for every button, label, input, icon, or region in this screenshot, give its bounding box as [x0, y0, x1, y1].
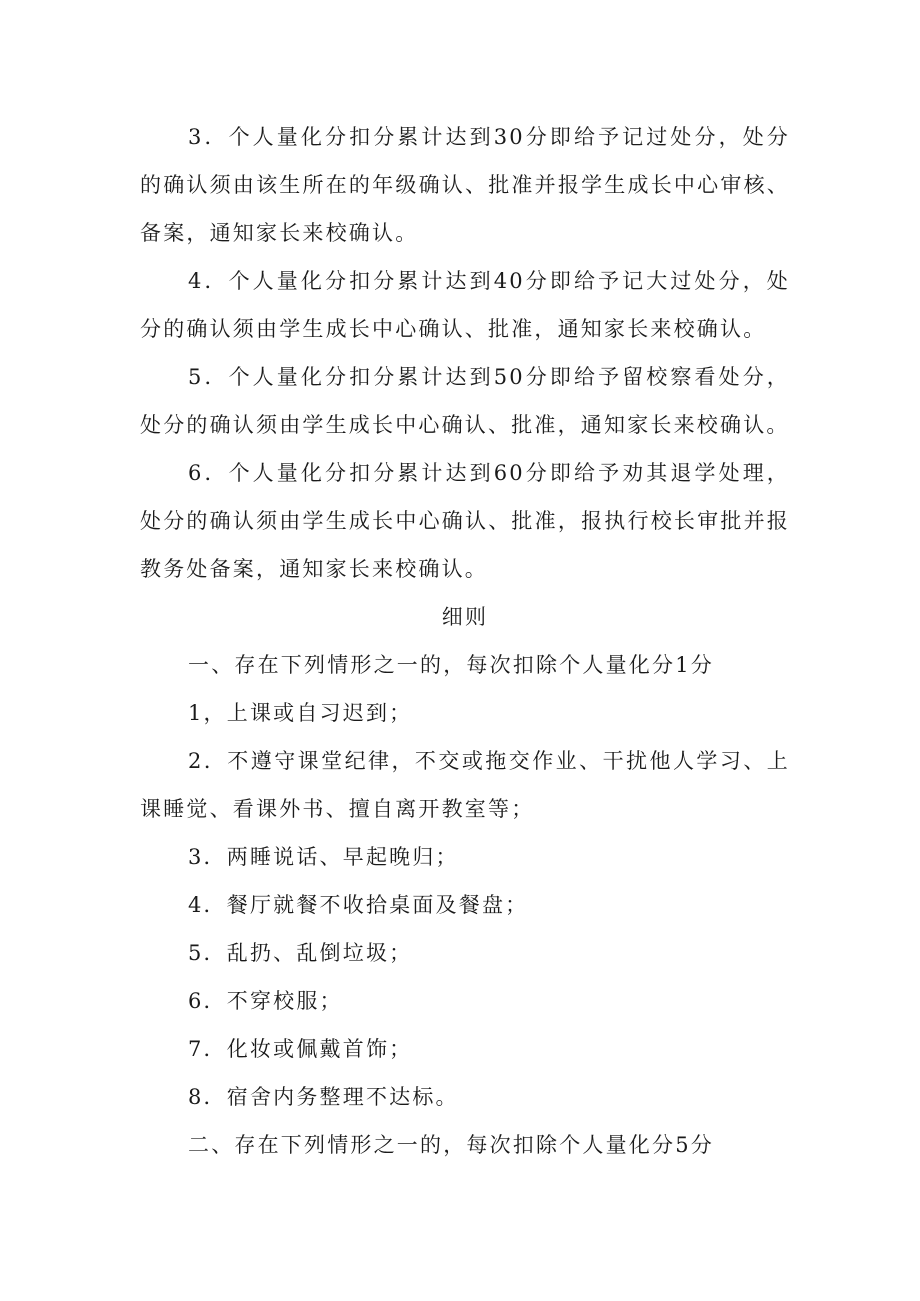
paragraph-rule-5: 5．个人量化分扣分累计达到50分即给予留校察看处分，处分的确认须由学生成长中心确认、批准，通知家长来校确认。 — [140, 365, 790, 437]
list-item: 2．不遵守课堂纪律，不交或拖交作业、干扰他人学习、上课睡觉、看课外书、擅自离开教室等； — [140, 749, 790, 821]
document-body — [140, 113, 790, 1169]
section-one-heading: 一、存在下列情形之一的，每次扣除个人量化分1分 — [188, 653, 714, 677]
list-item: 8．宿舍内务整理不达标。 — [188, 1085, 459, 1109]
list-item: 3．两睡说话、早起晚归； — [188, 845, 459, 869]
list-item: 5．乱扔、乱倒垃圾； — [188, 941, 413, 965]
list-item: 6．不穿校服； — [188, 989, 343, 1013]
section-title: 细则 — [441, 605, 489, 629]
list-item: 1，上课或自习迟到； — [188, 701, 413, 725]
section-two-heading: 二、存在下列情形之一的，每次扣除个人量化分5分 — [188, 1133, 714, 1157]
list-item: 7．化妆或佩戴首饰； — [188, 1037, 413, 1061]
paragraph-rule-6: 6．个人量化分扣分累计达到60分即给予劝其退学处理，处分的确认须由学生成长中心确认、批准，报执行校长审批并报教务处备案，通知家长来校确认。 — [140, 461, 790, 581]
list-item: 4．餐厅就餐不收拾桌面及餐盘； — [188, 893, 529, 917]
paragraph-rule-3: 3．个人量化分扣分累计达到30分即给予记过处分，处分的确认须由该生所在的年级确认、批准并报学生成长中心审核、备案，通知家长来校确认。 — [140, 125, 790, 245]
paragraph-rule-4: 4．个人量化分扣分累计达到40分即给予记大过处分，处分的确认须由学生成长中心确认、批准，通知家长来校确认。 — [140, 269, 790, 341]
